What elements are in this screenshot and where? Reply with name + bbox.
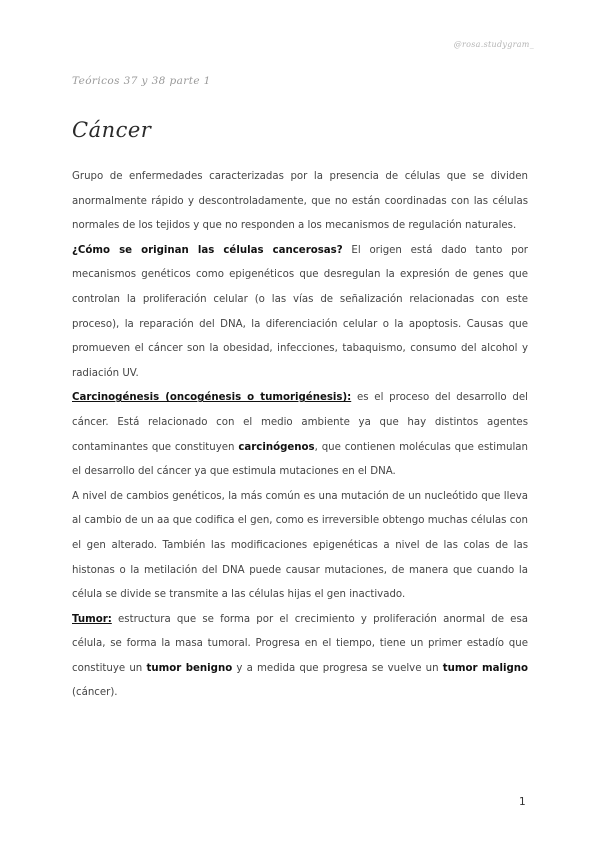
origin-heading: ¿Cómo se originan las células cancerosas?	[72, 244, 343, 256]
carcinogenesis-heading: Carcinogénesis (oncogénesis o tumorigénesis):	[72, 392, 352, 404]
paragraph-carcinogenesis	[72, 386, 528, 484]
watermark: @rosa.studygram_	[453, 40, 534, 49]
carcinogenos-term: carcinógenos	[238, 441, 315, 453]
paragraph-text: Grupo de enfermedades caracterizadas por la presencia de células que se dividen anormalmente rápido y descontroladamente, que no están coordinadas con las células normales de los tejidos y que no responden a los mecanismos de regulación naturales.	[72, 171, 528, 232]
tumor-heading: Tumor:	[72, 613, 112, 625]
paragraph-text: (cáncer).	[72, 687, 118, 699]
paragraph-genetic-changes	[72, 485, 528, 608]
paragraph-text: , que contienen moléculas que estimulan el desarrollo del cáncer ya que estimula mutaciones en el DNA.	[72, 441, 528, 478]
page-title: Cáncer	[72, 118, 152, 142]
paragraph-origin	[72, 239, 528, 387]
paragraph-tumor	[72, 608, 528, 706]
paragraph-text: estructura que se forma por el crecimiento y proliferación anormal de esa célula, se forma la masa tumoral. Progresa en el tiempo, tiene un primer estadío que constituye un	[72, 613, 528, 674]
tumor-benigno-term: tumor benigno	[146, 662, 233, 674]
page-number: 1	[519, 796, 526, 808]
paragraph-text: A nivel de cambios genéticos, la más común es una mutación de un nucleótido que lleva al cambio de un aa que codifica el gen, como es irreversible obtengo muchas células con el gen alterado. También las modificaciones epigenéticas a nivel de las colas de las histonas o la metilación del DNA puede causar mutaciones, de manera que cuando la célula se divide se transmite a las células hijas el gen inactivado.	[72, 490, 528, 601]
paragraph-definition	[72, 165, 528, 239]
lecture-subtitle: Teóricos 37 y 38 parte 1	[72, 75, 211, 87]
tumor-maligno-term: tumor maligno	[442, 662, 529, 674]
paragraph-text: es el proceso del desarrollo del cáncer. Está relacionado con el medio ambiente ya que hay distintos agentes contaminantes que constituyen	[72, 392, 528, 453]
paragraph-text: El origen está dado tanto por mecanismos genéticos como epigenéticos que desregulan la expresión de genes que controlan la proliferación celular (o las vías de señalización relacionadas con este proceso), la reparación del DNA, la diferenciación celular o la apoptosis. Causas que promueven el cáncer son la obesidad, infecciones, tabaquismo, consumo del alcohol y radiación UV.	[72, 244, 528, 379]
paragraph-text: y a medida que progresa se vuelve un	[232, 662, 443, 674]
document-body	[72, 165, 528, 706]
